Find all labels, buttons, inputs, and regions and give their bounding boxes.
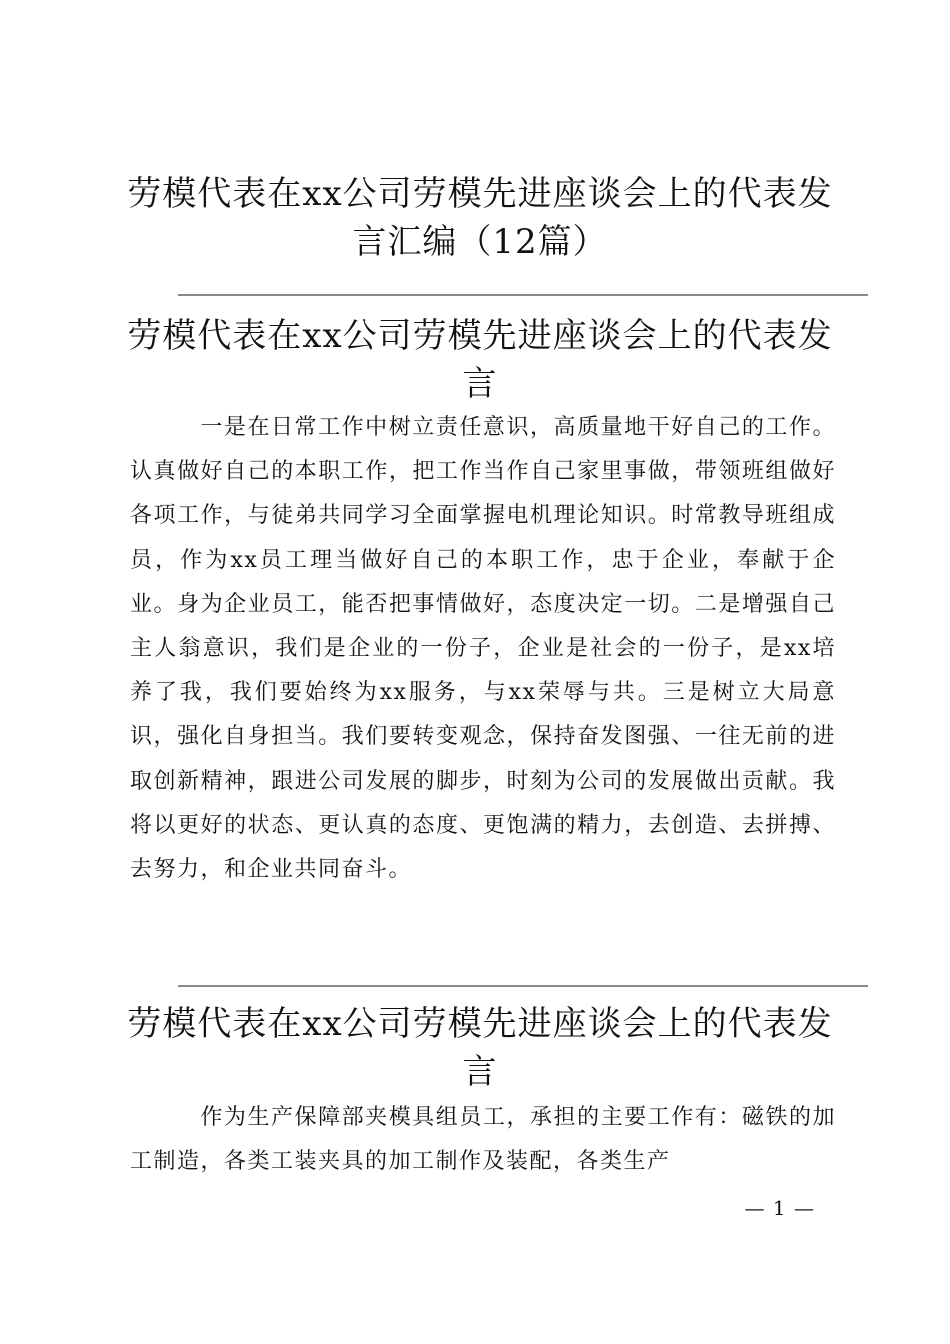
section-body: 一是在日常工作中树立责任意识，高质量地干好自己的工作。认真做好自己的本职工作，把工作当作自己家里事做，带领班组做好各项工作，与徒弟共同学习全面掌握电机理论知识。时常教导班组成员，作为xx员工理当做好自己的本职工作，忠于企业，奉献于企业。身为企业员工，能否把事情做好，态度决定一切。二是增强自己主人翁意识，我们是企业的一份子，企业是社会的一份子，是xx培养了我，我们要始终为xx服务，与xx荣辱与共。三是树立大局意识，强化自身担当。我们要转变观念，保持奋发图强、一往无前的进取创新精神，跟进公司发展的脚步，时刻为公司的发展做出贡献。我将以更好的状态、更认真的态度、更饱满的精力，去创造、去拼搏、去努力，和企业共同奋斗。: [130, 415, 836, 883]
section-title: 劳模代表在xx公司劳模先进座谈会上的代表发言: [127, 1004, 833, 1092]
section-divider: [178, 985, 868, 987]
section-divider: [178, 294, 868, 296]
page-number: — 1 —: [744, 1196, 815, 1220]
section-title: 劳模代表在xx公司劳模先进座谈会上的代表发言: [127, 316, 833, 404]
document-main-title: 劳模代表在xx公司劳模先进座谈会上的代表发言汇编（12篇）: [127, 174, 833, 262]
section-body: 作为生产保障部夹模具组员工，承担的主要工作有：磁铁的加工制造，各类工装夹具的加工制作及装配，各类生产: [130, 1105, 836, 1175]
